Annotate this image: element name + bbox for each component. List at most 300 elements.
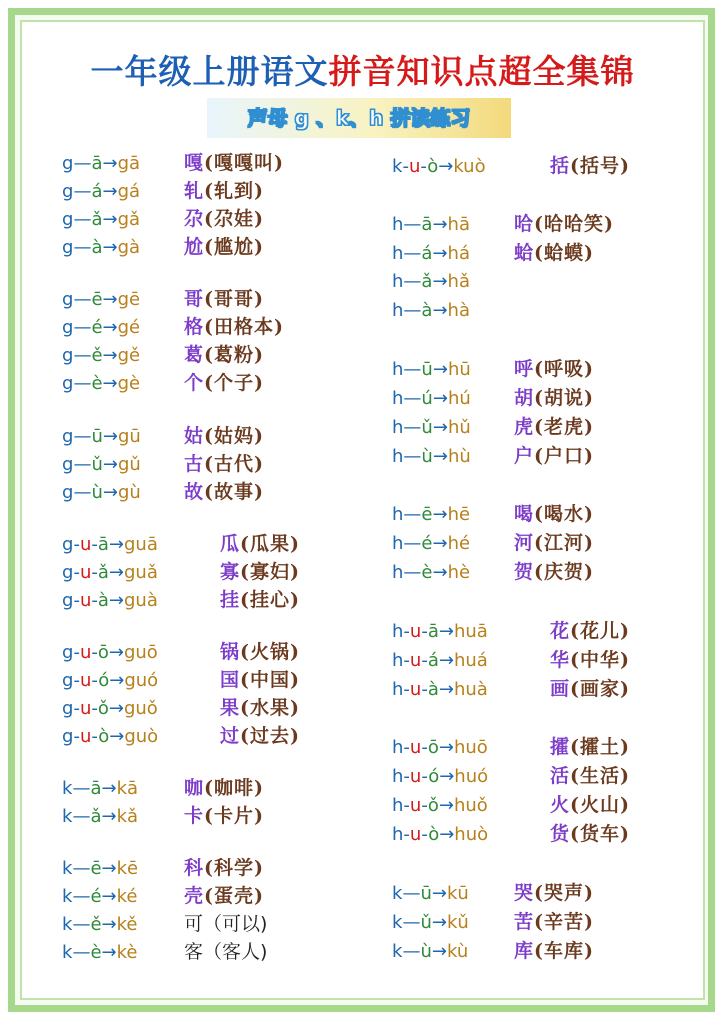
example-phrase: (瓜果)	[240, 533, 300, 555]
hyphen: -	[403, 679, 410, 700]
pinyin-row	[392, 268, 514, 296]
arrow-icon: →	[102, 345, 118, 366]
syllable-result: guǒ	[123, 698, 158, 719]
final-vowel: ó	[98, 670, 110, 691]
pinyin-row	[62, 910, 267, 938]
spelling-equation	[392, 297, 514, 325]
spelling-equation	[62, 855, 184, 883]
initial-consonant: g	[62, 181, 74, 202]
example-word	[184, 316, 284, 338]
syllable-result: hē	[447, 504, 471, 525]
hyphen: -	[403, 766, 410, 787]
arrow-icon: →	[432, 359, 448, 380]
example-word	[220, 641, 300, 663]
example-word	[184, 288, 264, 310]
final-vowel: ǎ	[97, 562, 109, 583]
syllable-result: huō	[453, 737, 488, 758]
initial-consonant: h	[392, 271, 404, 292]
title-part-grade: 一年级上册语文	[90, 52, 329, 91]
arrow-icon: →	[438, 795, 454, 816]
syllable-result: kā	[116, 778, 139, 799]
hyphen: -	[403, 621, 410, 642]
syllable-result: huā	[453, 621, 488, 642]
spelling-equation	[392, 938, 514, 966]
example-word	[184, 236, 264, 258]
medial-vowel: u	[79, 562, 92, 583]
example-phrase: (庆贺)	[534, 561, 594, 583]
joining-dash: —	[73, 482, 92, 503]
example-character: 画	[550, 678, 571, 700]
final-vowel: ù	[420, 941, 432, 962]
pinyin-row	[392, 558, 594, 586]
syllable-result: kù	[446, 941, 469, 962]
arrow-icon: →	[432, 417, 448, 438]
final-vowel: ǎ	[91, 209, 103, 230]
pinyin-row	[62, 774, 264, 802]
example-character: 古	[184, 453, 205, 475]
example-phrase: (生活)	[570, 765, 630, 787]
final-vowel: é	[90, 886, 102, 907]
final-vowel: ǒ	[427, 795, 439, 816]
spelling-equation	[392, 676, 550, 704]
arrow-icon: →	[439, 824, 455, 845]
spelling-equation	[62, 667, 220, 695]
initial-consonant: g	[62, 562, 74, 583]
final-vowel: ò	[427, 156, 439, 177]
medial-vowel: u	[409, 679, 422, 700]
example-phrase: (货车)	[570, 823, 630, 845]
pinyin-row	[62, 638, 300, 666]
example-word	[514, 911, 594, 933]
arrow-icon: →	[438, 156, 454, 177]
syllable-result: gā	[117, 153, 141, 174]
example-word	[550, 765, 630, 787]
pinyin-row	[62, 666, 300, 694]
example-word	[550, 794, 630, 816]
pinyin-row	[62, 694, 300, 722]
arrow-icon: →	[432, 214, 448, 235]
example-word	[550, 823, 630, 845]
joining-dash: -	[91, 670, 99, 691]
joining-dash: —	[403, 271, 422, 292]
example-word	[550, 736, 630, 758]
example-phrase: (中华)	[570, 649, 630, 671]
spelling-equation	[62, 911, 184, 939]
joining-dash: -	[421, 679, 428, 700]
example-character: 寡	[220, 561, 241, 583]
example-character: 瓜	[220, 533, 241, 555]
example-character: 客	[184, 941, 204, 963]
joining-dash: -	[421, 795, 428, 816]
example-word	[220, 725, 300, 747]
spelling-equation	[62, 451, 184, 479]
example-word	[184, 777, 264, 799]
syllable-result: hà	[447, 300, 470, 321]
initial-consonant: k	[392, 883, 403, 904]
syllable-result: gù	[117, 482, 141, 503]
example-character: 括	[550, 155, 571, 177]
initial-consonant: h	[392, 504, 404, 525]
hyphen: -	[73, 562, 80, 583]
joining-dash: -	[91, 642, 98, 663]
example-character: 库	[514, 940, 535, 962]
spelling-equation	[392, 792, 550, 820]
pinyin-row	[392, 500, 594, 528]
spelling-equation	[392, 647, 550, 675]
pinyin-row	[62, 558, 300, 586]
syllable-result: guà	[123, 590, 158, 611]
example-character: 嘎	[184, 152, 205, 174]
example-word	[514, 213, 614, 235]
arrow-icon: →	[432, 446, 448, 467]
initial-consonant: h	[392, 417, 404, 438]
syllable-result: guò	[124, 726, 159, 747]
pinyin-row	[392, 646, 630, 674]
example-word	[550, 649, 630, 671]
initial-consonant: k	[62, 886, 73, 907]
syllable-result: gà	[117, 237, 141, 258]
example-phrase: (姑妈)	[204, 425, 264, 447]
final-vowel: ū	[421, 359, 433, 380]
pinyin-row	[392, 297, 514, 325]
syllable-result: hú	[447, 388, 471, 409]
final-vowel: ǔ	[91, 454, 103, 475]
joining-dash: —	[72, 806, 91, 827]
example-phrase: (攉土)	[570, 736, 630, 758]
example-phrase: (古代)	[204, 453, 264, 475]
pinyin-row	[62, 313, 284, 341]
arrow-icon: →	[438, 679, 454, 700]
example-word	[184, 857, 264, 879]
syllable-result: kǎ	[116, 806, 139, 827]
pinyin-row	[392, 384, 594, 412]
initial-consonant: g	[62, 345, 74, 366]
spelling-equation	[392, 909, 514, 937]
initial-consonant: g	[62, 289, 74, 310]
spelling-equation	[62, 559, 220, 587]
arrow-icon: →	[101, 858, 117, 879]
example-word	[184, 941, 267, 963]
syllable-result: huó	[454, 766, 489, 787]
example-character: 过	[220, 725, 241, 747]
arrow-icon: →	[101, 778, 117, 799]
pinyin-row	[62, 233, 264, 261]
spelling-equation	[392, 880, 514, 908]
final-vowel: ó	[428, 766, 440, 787]
syllable-result: kē	[116, 858, 139, 879]
final-vowel: ē	[421, 504, 433, 525]
initial-consonant: h	[392, 214, 404, 235]
arrow-icon: →	[101, 914, 117, 935]
final-vowel: ō	[427, 737, 439, 758]
example-word	[514, 416, 594, 438]
spelling-equation	[62, 479, 184, 507]
joining-dash: —	[403, 562, 422, 583]
pinyin-row	[392, 413, 594, 441]
example-character: 火	[550, 794, 571, 816]
arrow-icon: →	[109, 726, 125, 747]
example-phrase: （客人)	[203, 941, 268, 963]
joining-dash: —	[72, 858, 91, 879]
arrow-icon: →	[102, 426, 118, 447]
example-word	[220, 561, 300, 583]
example-character: 果	[220, 697, 241, 719]
arrow-icon: →	[108, 590, 124, 611]
example-phrase: (中国)	[240, 669, 300, 691]
example-word	[514, 940, 594, 962]
spelling-equation	[62, 286, 184, 314]
joining-dash: —	[73, 454, 92, 475]
pinyin-row	[62, 341, 264, 369]
syllable-result: hā	[447, 214, 470, 235]
syllable-result: hé	[447, 533, 471, 554]
pinyin-row	[392, 879, 594, 907]
spelling-equation	[62, 150, 184, 178]
joining-dash: —	[403, 417, 422, 438]
example-character: 葛	[184, 344, 205, 366]
spelling-equation	[392, 414, 514, 442]
spelling-equation	[392, 763, 550, 791]
joining-dash: -	[421, 824, 429, 845]
hyphen: -	[73, 590, 80, 611]
pinyin-row	[392, 210, 614, 238]
example-phrase: (蛋壳)	[204, 885, 264, 907]
pinyin-row	[62, 450, 264, 478]
syllable-result: gǔ	[117, 454, 141, 475]
initial-consonant: h	[392, 621, 404, 642]
pinyin-row	[62, 422, 264, 450]
example-phrase: (卡片)	[204, 805, 264, 827]
spelling-equation	[392, 443, 514, 471]
arrow-icon: →	[431, 941, 447, 962]
example-phrase: (喝水)	[534, 503, 594, 525]
joining-dash: —	[403, 243, 422, 264]
final-vowel: ò	[98, 726, 110, 747]
syllable-result: kè	[116, 942, 138, 963]
arrow-icon: →	[432, 504, 448, 525]
example-character: 华	[550, 649, 571, 671]
syllable-result: hè	[447, 562, 471, 583]
example-character: 轧	[184, 180, 205, 202]
arrow-icon: →	[432, 533, 448, 554]
example-phrase: (田格本)	[204, 316, 284, 338]
example-character: 个	[184, 372, 205, 394]
final-vowel: ā	[91, 153, 103, 174]
hyphen: -	[73, 670, 80, 691]
medial-vowel: u	[409, 795, 422, 816]
initial-consonant: h	[392, 766, 404, 787]
pinyin-row	[392, 733, 630, 761]
example-word	[550, 155, 630, 177]
arrow-icon: →	[102, 317, 118, 338]
example-phrase: (个子)	[204, 372, 264, 394]
example-phrase: (户口)	[534, 445, 594, 467]
example-phrase: (轧到)	[204, 180, 264, 202]
final-vowel: ǔ	[420, 912, 432, 933]
joining-dash: -	[421, 650, 428, 671]
arrow-icon: →	[108, 642, 124, 663]
example-character: 咖	[184, 777, 205, 799]
spelling-equation	[62, 423, 184, 451]
joining-dash: —	[72, 942, 91, 963]
medial-vowel: u	[79, 534, 92, 555]
pinyin-row	[392, 529, 594, 557]
joining-dash: —	[403, 446, 422, 467]
subtitle-banner	[207, 98, 511, 138]
joining-dash: —	[73, 181, 92, 202]
joining-dash: —	[73, 237, 92, 258]
joining-dash: -	[421, 766, 429, 787]
arrow-icon: →	[431, 883, 447, 904]
medial-vowel: u	[409, 621, 422, 642]
example-word	[184, 913, 267, 935]
example-word	[514, 503, 594, 525]
example-phrase: (故事)	[204, 481, 264, 503]
initial-consonant: k	[62, 914, 73, 935]
example-phrase: (括号)	[570, 155, 630, 177]
pinyin-row	[62, 478, 264, 506]
example-word	[220, 589, 300, 611]
spelling-equation	[392, 211, 514, 239]
final-vowel: ǎ	[421, 271, 433, 292]
medial-vowel: u	[409, 650, 422, 671]
final-vowel: é	[421, 533, 433, 554]
hyphen: -	[73, 534, 80, 555]
joining-dash: -	[91, 726, 99, 747]
final-vowel: ě	[90, 914, 102, 935]
arrow-icon: →	[108, 534, 124, 555]
arrow-icon: →	[102, 153, 118, 174]
example-phrase: (嘎嘎叫)	[204, 152, 284, 174]
example-word	[514, 445, 594, 467]
example-word	[184, 885, 264, 907]
syllable-result: guó	[124, 670, 159, 691]
spelling-equation	[62, 370, 184, 398]
title-part-topic: 拼音知识点超全集锦	[328, 52, 635, 91]
initial-consonant: g	[62, 373, 74, 394]
pinyin-row	[392, 355, 594, 383]
spelling-equation	[392, 530, 514, 558]
example-character: 虎	[514, 416, 535, 438]
initial-consonant: k	[62, 778, 73, 799]
final-vowel: ě	[91, 345, 103, 366]
spelling-equation	[62, 695, 220, 723]
final-vowel: ǎ	[90, 806, 102, 827]
syllable-result: gě	[117, 345, 141, 366]
pinyin-row	[62, 530, 300, 558]
spelling-equation	[392, 268, 514, 296]
final-vowel: á	[421, 243, 433, 264]
initial-consonant: h	[392, 533, 404, 554]
example-phrase: (哥哥)	[204, 288, 264, 310]
example-word	[220, 669, 300, 691]
syllable-result: guǎ	[123, 562, 158, 583]
final-vowel: ǒ	[97, 698, 109, 719]
example-character: 蛤	[514, 242, 535, 264]
example-phrase: (寡妇)	[240, 561, 300, 583]
hyphen: -	[403, 824, 410, 845]
final-vowel: à	[97, 590, 109, 611]
example-word	[514, 532, 594, 554]
spelling-equation	[62, 342, 184, 370]
initial-consonant: k	[62, 942, 73, 963]
example-character: 苦	[514, 911, 535, 933]
spelling-equation	[392, 821, 550, 849]
example-word	[550, 620, 630, 642]
initial-consonant: g	[62, 454, 74, 475]
pinyin-row	[392, 617, 630, 645]
example-phrase: (蛤蟆)	[534, 242, 594, 264]
example-phrase: (花儿)	[570, 620, 630, 642]
arrow-icon: →	[108, 698, 124, 719]
final-vowel: è	[421, 562, 433, 583]
final-vowel: ē	[90, 858, 102, 879]
joining-dash: -	[91, 698, 98, 719]
initial-consonant: h	[392, 737, 404, 758]
initial-consonant: g	[62, 642, 74, 663]
page-title	[0, 46, 725, 93]
syllable-result: guō	[123, 642, 158, 663]
arrow-icon: →	[439, 766, 455, 787]
joining-dash: —	[403, 388, 422, 409]
joining-dash: —	[72, 914, 91, 935]
spelling-equation	[62, 206, 184, 234]
hyphen: -	[403, 737, 410, 758]
example-character: 喝	[514, 503, 535, 525]
example-word	[184, 344, 264, 366]
joining-dash: —	[403, 300, 422, 321]
hyphen: -	[73, 726, 80, 747]
final-vowel: ō	[97, 642, 109, 663]
spelling-equation	[62, 939, 184, 967]
initial-consonant: g	[62, 153, 74, 174]
example-phrase: (尴尬)	[204, 236, 264, 258]
example-character: 姑	[184, 425, 205, 447]
joining-dash: -	[91, 534, 98, 555]
syllable-result: kū	[446, 883, 469, 904]
example-word	[184, 481, 264, 503]
syllable-result: kuò	[453, 156, 486, 177]
arrow-icon: →	[438, 621, 454, 642]
pinyin-row	[62, 205, 264, 233]
example-character: 格	[184, 316, 205, 338]
syllable-result: huà	[453, 679, 488, 700]
syllable-result: hǎ	[447, 271, 470, 292]
arrow-icon: →	[432, 271, 448, 292]
example-character: 可	[184, 913, 204, 935]
example-word	[514, 358, 594, 380]
spelling-equation	[62, 723, 220, 751]
example-character: 河	[514, 532, 535, 554]
medial-vowel: u	[408, 156, 421, 177]
medial-vowel: u	[409, 824, 422, 845]
pinyin-row	[62, 938, 267, 966]
spelling-equation	[62, 775, 184, 803]
example-word	[220, 533, 300, 555]
arrow-icon: →	[109, 670, 125, 691]
example-phrase: (科学)	[204, 857, 264, 879]
initial-consonant: h	[392, 243, 404, 264]
spelling-equation	[62, 587, 220, 615]
example-phrase: (车库)	[534, 940, 594, 962]
example-phrase: (江河)	[534, 532, 594, 554]
initial-consonant: k	[392, 941, 403, 962]
example-character: 故	[184, 481, 205, 503]
joining-dash: —	[403, 533, 422, 554]
example-character: 挂	[220, 589, 241, 611]
syllable-result: kě	[116, 914, 138, 935]
joining-dash: —	[72, 778, 91, 799]
